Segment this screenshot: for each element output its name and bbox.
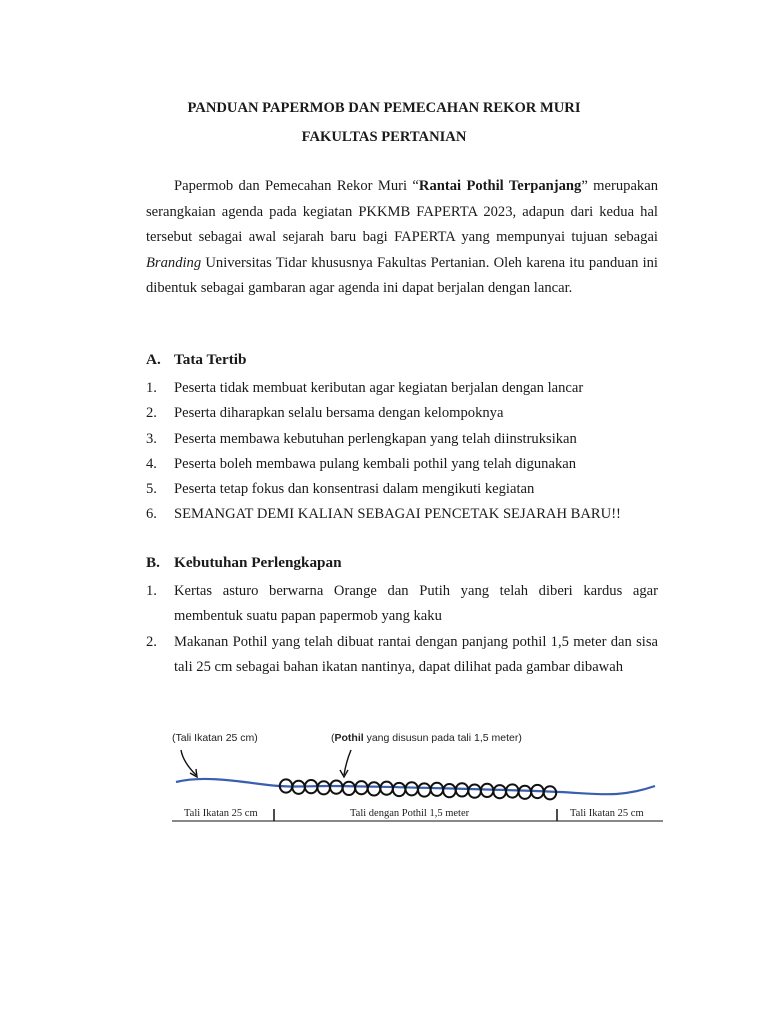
pothil-bead <box>443 784 455 797</box>
pothil-bead <box>494 785 506 798</box>
equipment-list <box>146 579 658 680</box>
pothil-bead <box>343 782 355 795</box>
pothil-bead <box>393 783 405 796</box>
intro-paragraph: Papermob dan Pemecahan Rekor Muri “Rantai Pothil Terpanjang” merupakan serangkaian agenda pada kegiatan PKKMB FAPERTA 2023, adapun dari kedua hal tersebut sebagai awal sejarah baru bagi FAPERTA yang mempunyai tujuan sebagai Branding Universitas Tidar khususnya Fakultas Pertanian. Oleh karena itu panduan ini dibentuk sebagai gambaran agar agenda ini dapat berjalan dengan lancar. <box>146 178 658 297</box>
section-heading: A. Tata Tertib <box>146 351 247 368</box>
rope <box>176 779 655 794</box>
section-kebutuhan-perlengkapan <box>146 554 658 680</box>
list-item: 6. SEMANGAT DEMI KALIAN SEBAGAI PENCETAK SEJARAH BARU!! <box>146 506 621 523</box>
pothil-bead <box>519 786 531 799</box>
list-item: 5. Peserta tetap fokus dan konsentrasi dalam mengikuti kegiatan <box>146 481 535 498</box>
arrow-left-icon <box>181 750 196 775</box>
label-pothil-rope: Tali dengan Pothil 1,5 meter <box>350 808 470 819</box>
rules-list <box>146 376 658 528</box>
pothil-bead <box>406 782 418 795</box>
list-item: 1. Peserta tidak membuat keributan agar kegiatan berjalan dengan lancar <box>146 380 584 396</box>
branding-term: Branding <box>146 254 202 271</box>
event-name: Rantai Pothil Terpanjang <box>418 178 582 194</box>
pothil-bead <box>380 782 392 795</box>
label-tie-right: Tali Ikatan 25 cm <box>570 808 644 819</box>
document-title: PANDUAN PAPERMOB DAN PEMECAHAN REKOR MURI <box>187 100 581 116</box>
section-tata-tertib <box>146 351 658 528</box>
label-tie-left: Tali Ikatan 25 cm <box>184 808 258 819</box>
pothil-chain-diagram <box>0 720 768 830</box>
list-item: 3. Peserta membawa kebutuhan perlengkapan yang telah diinstruksikan <box>146 430 577 447</box>
pothil-bead <box>468 785 480 798</box>
caption-pothil: (Pothil yang disusun pada tali 1,5 meter) <box>331 732 522 744</box>
caption-tie-rope: (Tali Ikatan 25 cm) <box>172 732 258 744</box>
pothil-bead <box>418 783 430 796</box>
pothil-bead <box>368 782 380 795</box>
pothil-bead <box>355 781 367 794</box>
section-heading: B. Kebutuhan Perlengkapan <box>146 554 342 571</box>
list-item: 2. Makanan Pothil yang telah dibuat rantai dengan panjang pothil 1,5 meter dan sisa tali 25 cm sebagai bahan ikatan nantinya, dapat dilihat pada gambar dibawah <box>146 633 658 675</box>
list-item: 2. Peserta diharapkan selalu bersama dengan kelompoknya <box>146 405 504 422</box>
list-item: 1. Kertas asturo berwarna Orange dan Putih yang telah diberi kardus agar membentuk suatu papan papermob yang kaku <box>146 583 658 625</box>
list-item: 4. Peserta boleh membawa pulang kembali pothil yang telah digunakan <box>146 455 577 472</box>
pothil-bead <box>318 781 330 794</box>
document-subtitle: FAKULTAS PERTANIAN <box>301 129 467 145</box>
